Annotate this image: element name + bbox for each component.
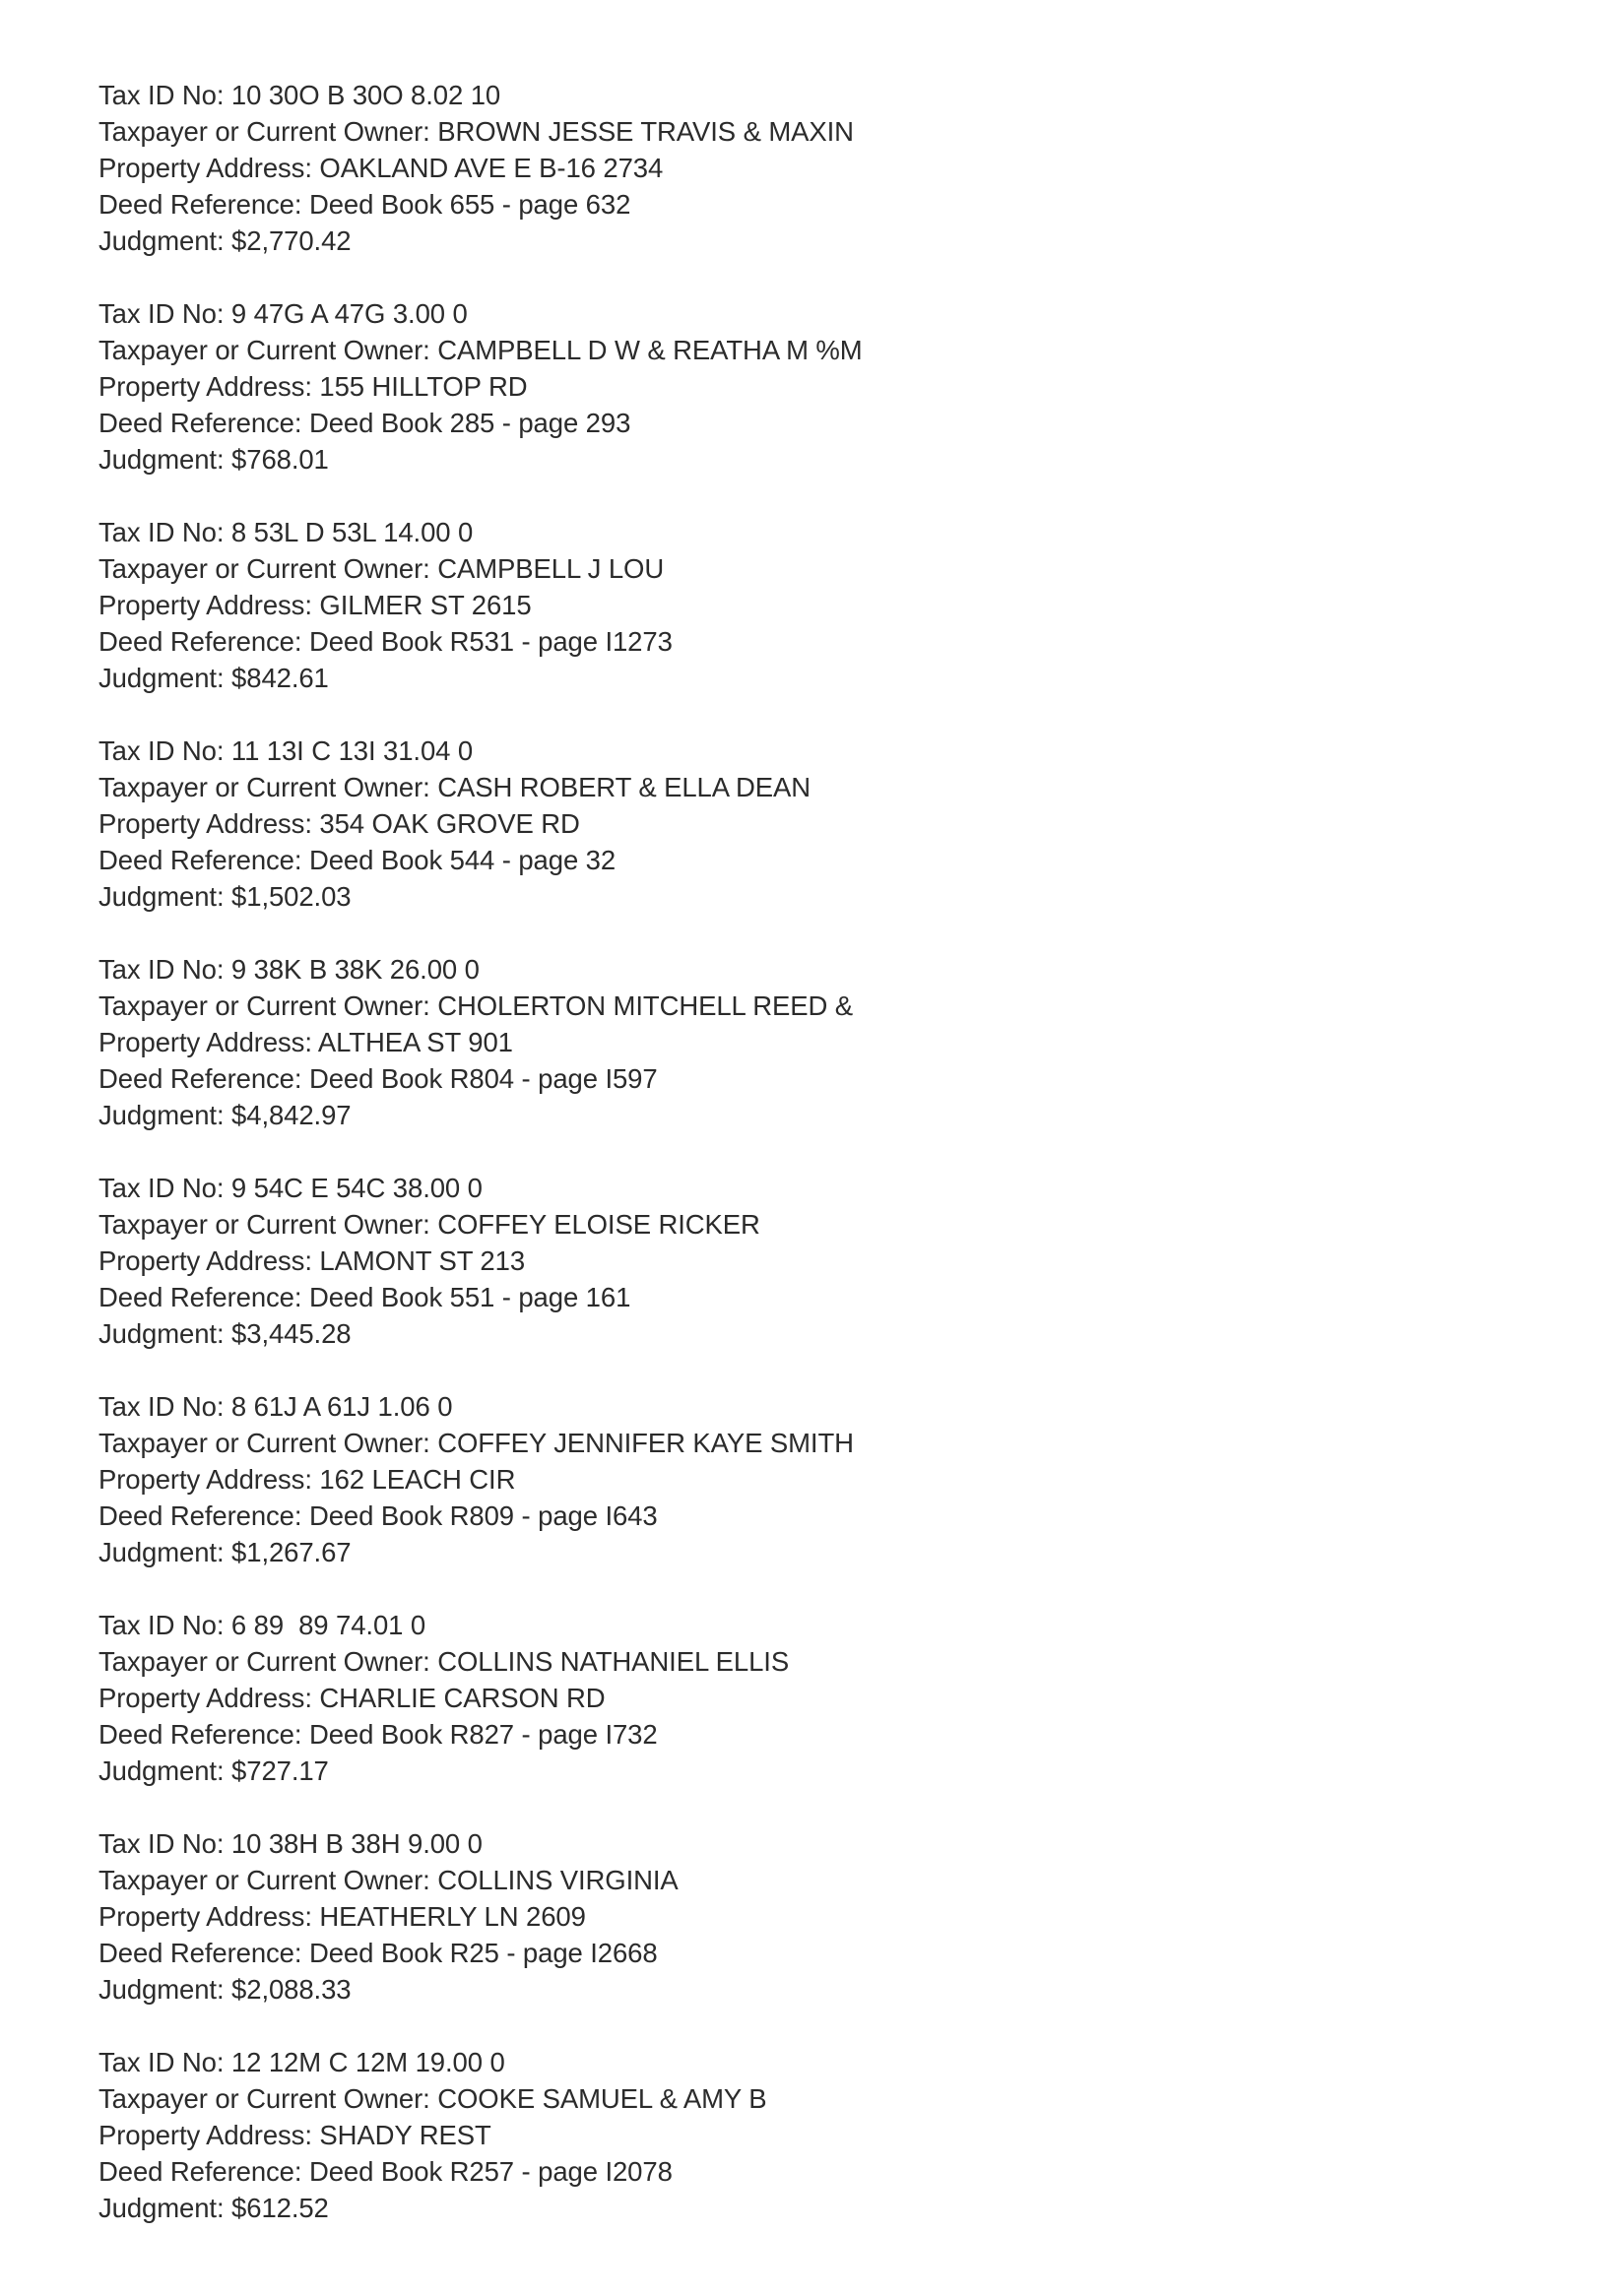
owner-line: Taxpayer or Current Owner: COFFEY ELOISE RICKER bbox=[98, 1209, 760, 1240]
owner-line: Taxpayer or Current Owner: CAMPBELL D W & REATHA M %M bbox=[98, 335, 863, 365]
tax-record bbox=[98, 1170, 1527, 1352]
deed-reference-line: Deed Reference: Deed Book R25 - page I2668 bbox=[98, 1938, 658, 1968]
deed-reference-line: Deed Reference: Deed Book R827 - page I732 bbox=[98, 1719, 658, 1750]
tax-id-line: Tax ID No: 11 13I C 13I 31.04 0 bbox=[98, 735, 474, 766]
owner-line: Taxpayer or Current Owner: CASH ROBERT & ELLA DEAN bbox=[98, 772, 811, 802]
deed-reference-line: Deed Reference: Deed Book R257 - page I2078 bbox=[98, 2156, 673, 2187]
tax-id-line: Tax ID No: 9 47G A 47G 3.00 0 bbox=[98, 298, 468, 329]
judgment-line: Judgment: $1,267.67 bbox=[98, 1537, 352, 1567]
tax-record bbox=[98, 1825, 1527, 2008]
judgment-line: Judgment: $768.01 bbox=[98, 444, 329, 475]
deed-reference-line: Deed Reference: Deed Book R531 - page I1273 bbox=[98, 626, 673, 657]
judgment-line: Judgment: $3,445.28 bbox=[98, 1318, 352, 1349]
tax-record bbox=[98, 77, 1527, 259]
property-address-line: Property Address: SHADY REST bbox=[98, 2120, 491, 2150]
property-address-line: Property Address: 162 LEACH CIR bbox=[98, 1464, 516, 1495]
owner-line: Taxpayer or Current Owner: CAMPBELL J LOU bbox=[98, 553, 665, 584]
tax-record bbox=[98, 2044, 1527, 2226]
tax-record bbox=[98, 951, 1527, 1133]
owner-line: Taxpayer or Current Owner: COLLINS VIRGINIA bbox=[98, 1865, 679, 1895]
tax-record bbox=[98, 514, 1527, 696]
tax-id-line: Tax ID No: 6 89 89 74.01 0 bbox=[98, 1610, 426, 1640]
tax-id-line: Tax ID No: 9 54C E 54C 38.00 0 bbox=[98, 1173, 483, 1203]
tax-record bbox=[98, 1607, 1527, 1789]
judgment-line: Judgment: $842.61 bbox=[98, 663, 329, 693]
document-page bbox=[98, 77, 1527, 2263]
judgment-line: Judgment: $727.17 bbox=[98, 1755, 329, 1786]
tax-record bbox=[98, 295, 1527, 478]
owner-line: Taxpayer or Current Owner: BROWN JESSE TRAVIS & MAXIN bbox=[98, 116, 854, 147]
tax-record bbox=[98, 1388, 1527, 1570]
property-address-line: Property Address: LAMONT ST 213 bbox=[98, 1245, 526, 1276]
property-address-line: Property Address: 354 OAK GROVE RD bbox=[98, 808, 580, 839]
deed-reference-line: Deed Reference: Deed Book R809 - page I643 bbox=[98, 1500, 658, 1531]
tax-id-line: Tax ID No: 8 53L D 53L 14.00 0 bbox=[98, 517, 474, 547]
judgment-line: Judgment: $2,770.42 bbox=[98, 225, 352, 256]
deed-reference-line: Deed Reference: Deed Book R804 - page I597 bbox=[98, 1063, 658, 1094]
tax-id-line: Tax ID No: 10 38H B 38H 9.00 0 bbox=[98, 1828, 483, 1859]
judgment-line: Judgment: $4,842.97 bbox=[98, 1100, 352, 1130]
owner-line: Taxpayer or Current Owner: COFFEY JENNIFER KAYE SMITH bbox=[98, 1428, 854, 1458]
deed-reference-line: Deed Reference: Deed Book 655 - page 632 bbox=[98, 189, 631, 220]
judgment-line: Judgment: $1,502.03 bbox=[98, 881, 352, 912]
property-address-line: Property Address: ALTHEA ST 901 bbox=[98, 1027, 513, 1057]
owner-line: Taxpayer or Current Owner: CHOLERTON MITCHELL REED & bbox=[98, 990, 854, 1021]
owner-line: Taxpayer or Current Owner: COOKE SAMUEL & AMY B bbox=[98, 2083, 767, 2114]
tax-id-line: Tax ID No: 12 12M C 12M 19.00 0 bbox=[98, 2047, 505, 2077]
property-address-line: Property Address: HEATHERLY LN 2609 bbox=[98, 1901, 586, 1932]
property-address-line: Property Address: GILMER ST 2615 bbox=[98, 590, 532, 620]
property-address-line: Property Address: CHARLIE CARSON RD bbox=[98, 1683, 606, 1713]
tax-record bbox=[98, 733, 1527, 915]
owner-line: Taxpayer or Current Owner: COLLINS NATHANIEL ELLIS bbox=[98, 1646, 790, 1677]
property-address-line: Property Address: OAKLAND AVE E B-16 2734 bbox=[98, 153, 664, 183]
tax-id-line: Tax ID No: 9 38K B 38K 26.00 0 bbox=[98, 954, 480, 985]
tax-id-line: Tax ID No: 8 61J A 61J 1.06 0 bbox=[98, 1391, 453, 1422]
property-address-line: Property Address: 155 HILLTOP RD bbox=[98, 371, 528, 402]
tax-id-line: Tax ID No: 10 30O B 30O 8.02 10 bbox=[98, 80, 501, 110]
deed-reference-line: Deed Reference: Deed Book 285 - page 293 bbox=[98, 408, 631, 438]
deed-reference-line: Deed Reference: Deed Book 544 - page 32 bbox=[98, 845, 617, 875]
judgment-line: Judgment: $612.52 bbox=[98, 2193, 329, 2223]
deed-reference-line: Deed Reference: Deed Book 551 - page 161 bbox=[98, 1282, 631, 1312]
judgment-line: Judgment: $2,088.33 bbox=[98, 1974, 352, 2005]
